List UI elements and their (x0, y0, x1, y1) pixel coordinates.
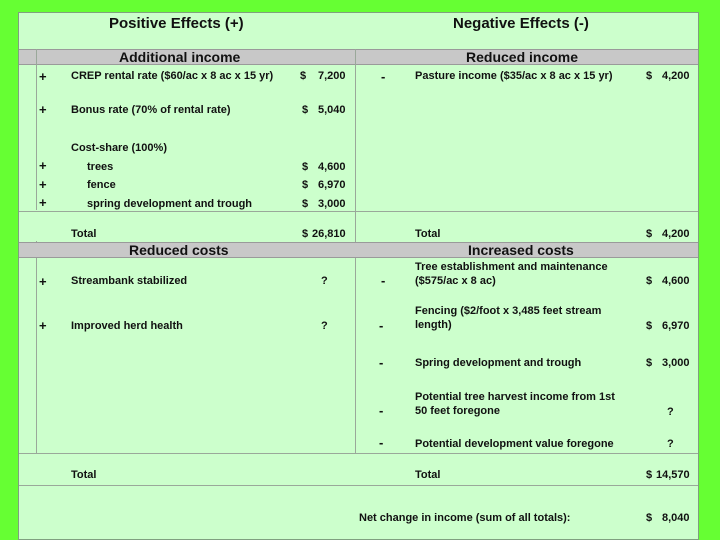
cost-item-label-cont: ($575/ac x 8 ac) (415, 275, 496, 287)
sign-marker: + (39, 195, 47, 210)
income-item-value: 4,200 (662, 70, 690, 82)
cost-item-value: 3,000 (662, 357, 690, 369)
income-total-value: 4,200 (662, 228, 690, 240)
cost-item-value: ? (321, 275, 328, 287)
sign-marker: + (39, 158, 47, 173)
cost-item-label: Tree establishment and maintenance (415, 261, 608, 273)
income-item-value: 3,000 (318, 198, 346, 210)
cost-item-label: Streambank stabilized (71, 275, 188, 287)
dollar-sign: $ (646, 275, 653, 287)
cost-item-value: 4,600 (662, 275, 690, 287)
net-change-rule (19, 485, 698, 486)
cost-item-label: Potential tree harvest income from 1st (415, 391, 615, 403)
income-item-label: trees (87, 161, 114, 173)
partial-budget-table (18, 12, 699, 540)
dollar-sign: $ (302, 198, 309, 210)
left-sign-divider-lower (36, 241, 37, 453)
dollar-sign: $ (646, 469, 653, 481)
costs-total-rule (19, 453, 698, 454)
cost-item-value: 6,970 (662, 320, 690, 332)
income-total-label: Total (71, 228, 97, 240)
sign-marker: + (39, 69, 47, 84)
dollar-sign: $ (646, 228, 653, 240)
income-total-rule (19, 211, 698, 212)
negative-effects-header: Negative Effects (-) (453, 15, 589, 32)
cost-item-label: Fencing ($2/foot x 3,485 feet stream (415, 305, 602, 317)
net-change-value: 8,040 (662, 512, 690, 524)
dollar-sign: $ (646, 70, 653, 82)
income-item-value: 4,600 (318, 161, 346, 173)
reduced-income-title: Reduced income (466, 49, 579, 65)
income-item-label: Bonus rate (70% of rental rate) (71, 104, 231, 116)
costs-total-label: Total (415, 469, 441, 481)
positive-effects-header: Positive Effects (+) (109, 15, 244, 32)
left-sign-divider (36, 49, 37, 210)
sign-marker: - (381, 273, 386, 288)
income-item-value: 7,200 (318, 70, 346, 82)
income-total-value: 26,810 (312, 228, 346, 240)
sign-marker: - (379, 355, 384, 370)
sign-marker: + (39, 274, 47, 289)
sign-marker: - (379, 318, 384, 333)
income-item-label: Pasture income ($35/ac x 8 ac x 15 yr) (415, 70, 613, 82)
cost-item-label: Potential development value foregone (415, 438, 614, 450)
income-item-label: CREP rental rate ($60/ac x 8 ac x 15 yr) (71, 70, 274, 82)
costs-total-value: 14,570 (656, 469, 690, 481)
costs-band (19, 242, 698, 258)
dollar-sign: $ (646, 320, 653, 332)
reduced-costs-title: Reduced costs (129, 242, 229, 258)
sign-marker: - (379, 435, 384, 450)
dollar-sign: $ (646, 512, 653, 524)
cost-item-label-cont: length) (415, 319, 452, 331)
income-band (19, 49, 698, 65)
cost-share-heading: Cost-share (100%) (71, 142, 167, 154)
cost-item-value: ? (667, 438, 674, 450)
income-total-label: Total (415, 228, 441, 240)
dollar-sign: $ (302, 104, 309, 116)
dollar-sign: $ (302, 161, 309, 173)
additional-income-title: Additional income (119, 49, 241, 65)
dollar-sign: $ (300, 70, 307, 82)
sign-marker: - (379, 403, 384, 418)
sign-marker: + (39, 318, 47, 333)
dollar-sign: $ (302, 179, 309, 191)
costs-total-label: Total (71, 469, 97, 481)
dollar-sign: $ (646, 357, 653, 369)
net-change-label: Net change in income (sum of all totals): (359, 512, 571, 524)
cost-item-value: ? (321, 320, 328, 332)
income-item-value: 5,040 (318, 104, 346, 116)
sign-marker: + (39, 177, 47, 192)
cost-item-value: ? (667, 406, 674, 418)
sign-marker: - (381, 69, 386, 84)
cost-item-label: Improved herd health (71, 320, 183, 332)
income-item-label: spring development and trough (87, 198, 253, 210)
cost-item-label: Spring development and trough (415, 357, 582, 369)
dollar-sign: $ (302, 228, 309, 240)
increased-costs-title: Increased costs (468, 242, 574, 258)
income-item-label: fence (87, 179, 116, 191)
cost-item-label-cont: 50 feet foregone (415, 405, 500, 417)
sign-marker: + (39, 102, 47, 117)
income-item-value: 6,970 (318, 179, 346, 191)
